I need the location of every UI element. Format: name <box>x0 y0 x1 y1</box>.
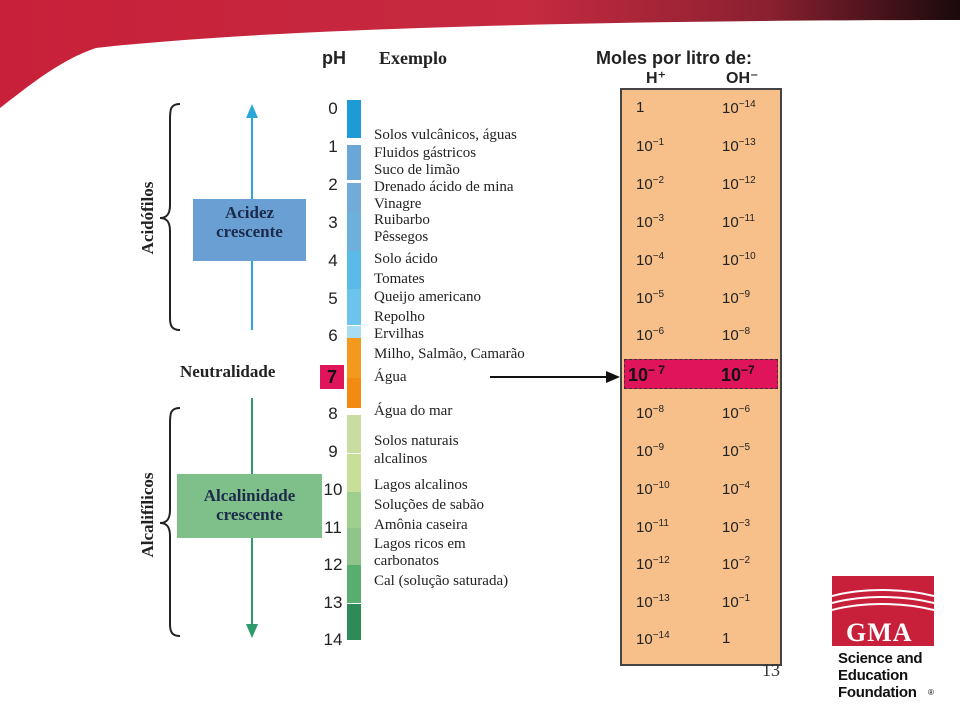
ph-value-9: 9 <box>328 442 338 461</box>
oh-concentration-exponent: −11 <box>738 213 755 224</box>
oh-concentration-exponent: −1 <box>738 593 751 604</box>
ph-value-10: 10 <box>323 480 343 499</box>
example-item: Amônia caseira <box>374 517 468 533</box>
acidity-box-line1: Acidez <box>224 203 275 222</box>
ph-value-3: 3 <box>328 213 338 232</box>
h-column-header: H⁺ <box>646 70 666 87</box>
example-item: Solos naturais <box>374 433 459 449</box>
example-item: Queijo americano <box>374 289 482 305</box>
oh-concentration <box>722 442 750 460</box>
ph-column-header: pH <box>322 48 346 68</box>
oh-concentration-base: 10 <box>721 365 742 385</box>
h-concentration-base: 10 <box>636 594 653 611</box>
oh-concentration-base: 10 <box>722 556 739 573</box>
oh-concentration-exponent: −4 <box>738 480 751 491</box>
logo-line2: Education <box>838 667 908 684</box>
h-concentration-exponent: −12 <box>652 555 670 566</box>
ph-swatch <box>347 454 361 492</box>
oh-concentration <box>722 518 750 536</box>
ph-swatch <box>347 251 361 289</box>
h-concentration <box>636 251 664 269</box>
oh-concentration-exponent: −8 <box>738 326 751 337</box>
oh-concentration <box>722 326 750 344</box>
example-item: Cal (solução saturada) <box>374 573 509 589</box>
h-concentration <box>636 593 670 611</box>
h-concentration-base: 10 <box>636 252 653 269</box>
ph-swatch <box>347 528 361 565</box>
oh-concentration-base: 10 <box>722 519 739 536</box>
ph-value-1: 1 <box>328 137 338 156</box>
oh-concentration-base: 10 <box>722 100 739 117</box>
ph-swatch <box>347 604 361 640</box>
alkalinity-box-line2: crescente <box>216 505 283 524</box>
ph-value-12: 12 <box>323 555 343 574</box>
example-item: Lagos ricos em <box>374 536 466 552</box>
example-column-header: Exemplo <box>379 48 448 68</box>
oh-concentration <box>722 137 756 155</box>
neutrality-label: Neutralidade <box>180 362 276 381</box>
example-item: Solo ácido <box>374 251 438 267</box>
h-concentration-exponent: −10 <box>652 480 670 491</box>
oh-concentration <box>722 555 750 573</box>
h-concentration <box>636 213 664 231</box>
h-concentration <box>636 555 670 573</box>
oh-concentration-exponent: −12 <box>738 175 756 186</box>
h-concentration <box>636 480 670 498</box>
ph-value-7: 7 <box>320 365 344 389</box>
h-concentration-base: 10 <box>636 631 653 648</box>
moles-header: Moles por litro de: <box>596 48 753 68</box>
h-concentration <box>628 363 665 386</box>
h-concentration <box>636 289 664 307</box>
ph-value-0: 0 <box>328 99 338 118</box>
logo-line1: Science and <box>838 650 923 667</box>
example-item: Água <box>374 369 407 385</box>
h-concentration-exponent: −6 <box>652 326 665 337</box>
h-concentration-exponent: −4 <box>652 251 665 262</box>
oh-concentration-base: 10 <box>722 443 739 460</box>
oh-concentration-base: 10 <box>722 481 739 498</box>
h-concentration <box>636 99 644 116</box>
h-concentration-base: 10 <box>636 214 653 231</box>
alkalinity-box <box>177 474 322 538</box>
h-concentration-base: 10 <box>636 556 653 573</box>
logo-line3: Foundation <box>838 684 917 701</box>
h-concentration-exponent: −1 <box>652 137 665 148</box>
ph-swatch <box>347 492 361 528</box>
oh-concentration-base: 10 <box>722 405 739 422</box>
h-concentration-base: 10 <box>636 327 653 344</box>
ph-swatch <box>347 145 361 180</box>
oh-concentration <box>722 480 750 498</box>
oh-concentration <box>722 251 756 269</box>
acidity-box <box>193 199 306 261</box>
h-concentration-exponent: −8 <box>652 404 665 415</box>
h-concentration <box>636 175 664 193</box>
h-concentration-base: 10 <box>636 481 653 498</box>
example-item: Solos vulcânicos, águas <box>374 127 517 143</box>
oh-concentration-base: 10 <box>722 594 739 611</box>
h-concentration-base: 10 <box>636 443 653 460</box>
h-concentration-base: 10 <box>636 138 653 155</box>
gma-logo <box>832 576 934 646</box>
ph-swatch <box>347 289 361 325</box>
ph-swatch <box>347 183 361 213</box>
oh-concentration-exponent: −13 <box>738 137 756 148</box>
acidity-arrowhead <box>246 104 258 118</box>
example-item: Vinagre <box>374 196 422 212</box>
oh-concentration <box>722 593 750 611</box>
h-concentration-base: 1 <box>636 99 645 116</box>
h-concentration-base: 10 <box>636 405 653 422</box>
example-item: Repolho <box>374 309 425 325</box>
example-item: alcalinos <box>374 451 428 467</box>
oh-concentration-base: 10 <box>722 290 739 307</box>
ph-value-14: 14 <box>323 630 343 649</box>
oh-concentration-exponent: −5 <box>738 442 751 453</box>
ph-value-11: 11 <box>324 518 342 537</box>
oh-concentration <box>722 213 755 231</box>
h-concentration-base: 10 <box>636 176 653 193</box>
oh-concentration-exponent: −14 <box>738 99 756 110</box>
h-concentration <box>636 442 664 460</box>
h-concentration-exponent: −2 <box>652 175 665 186</box>
oh-concentration-base: 10 <box>722 252 739 269</box>
acidophiles-label: Acidófilos <box>138 181 157 255</box>
ph-value-5: 5 <box>328 289 338 308</box>
h-concentration-base: 10 <box>636 519 653 536</box>
h-concentration <box>636 518 669 536</box>
h-concentration-exponent: −11 <box>652 518 669 529</box>
oh-concentration-base: 10 <box>722 138 739 155</box>
oh-concentration <box>722 175 756 193</box>
h-concentration <box>636 137 664 155</box>
ph-value-4: 4 <box>328 251 338 270</box>
example-item: Lagos alcalinos <box>374 477 468 493</box>
h-concentration <box>636 630 670 648</box>
ph-value-13: 13 <box>323 593 343 612</box>
example-item: Soluções de sabão <box>374 497 484 513</box>
ph-swatch <box>347 378 361 408</box>
oh-column-header: OH⁻ <box>726 70 759 87</box>
h-concentration <box>636 404 664 422</box>
h-concentration-base: 10 <box>636 290 653 307</box>
oh-concentration-base: 10 <box>722 327 739 344</box>
oh-concentration-exponent: −9 <box>738 289 751 300</box>
oh-concentration-exponent: −2 <box>738 555 751 566</box>
h-concentration-exponent: −9 <box>652 442 665 453</box>
h-concentration-exponent: −13 <box>652 593 670 604</box>
oh-concentration <box>722 289 750 307</box>
oh-concentration-base: 10 <box>722 214 739 231</box>
ph-swatch <box>347 565 361 603</box>
oh-concentration <box>721 363 755 386</box>
alkalinity-box-line1: Alcalinidade <box>203 486 296 505</box>
water-arrowhead <box>606 371 620 383</box>
example-item: Drenado ácido de mina <box>374 179 514 195</box>
ph-value-2: 2 <box>328 175 338 194</box>
h-concentration-exponent: −5 <box>652 289 665 300</box>
example-item: Tomates <box>374 271 425 287</box>
ph-value-8: 8 <box>328 404 338 423</box>
oh-concentration-base: 10 <box>722 176 739 193</box>
example-item: Pêssegos <box>374 229 429 245</box>
oh-concentration-base: 1 <box>722 630 731 647</box>
example-item: Suco de limão <box>374 162 460 178</box>
example-item: Ruibarbo <box>374 212 430 228</box>
acidity-box-line2: crescente <box>216 222 283 241</box>
example-item: Fluidos gástricos <box>374 145 477 161</box>
ph-swatch <box>347 213 361 251</box>
ph-swatch <box>347 100 361 138</box>
h-concentration-exponent: − 7 <box>648 363 666 377</box>
oh-concentration <box>722 630 730 647</box>
gma-logo-text: GMA <box>846 618 913 647</box>
example-item: Milho, Salmão, Camarão <box>374 346 525 362</box>
page-number: 13 <box>762 660 780 680</box>
h-concentration <box>636 326 664 344</box>
oh-concentration-exponent: −10 <box>738 251 756 262</box>
h-concentration-base: 10 <box>628 365 649 385</box>
h-concentration-exponent: −3 <box>652 213 665 224</box>
h-concentration-exponent: −14 <box>652 630 670 641</box>
example-item: Ervilhas <box>374 326 424 342</box>
ph-swatch <box>347 415 361 453</box>
logo-registered: ® <box>928 688 934 697</box>
alkalinity-arrowhead <box>246 624 258 638</box>
oh-concentration-exponent: −7 <box>741 363 755 377</box>
alkaliphiles-label: Alcalifílicos <box>138 472 157 558</box>
ph-swatch <box>347 338 361 378</box>
oh-concentration <box>722 99 756 117</box>
oh-concentration-exponent: −3 <box>738 518 751 529</box>
acidophiles-brace <box>160 104 180 330</box>
example-item: carbonatos <box>374 553 439 569</box>
ph-value-6: 6 <box>328 326 338 345</box>
oh-concentration <box>722 404 750 422</box>
example-item: Água do mar <box>374 403 453 419</box>
oh-concentration-exponent: −6 <box>738 404 751 415</box>
